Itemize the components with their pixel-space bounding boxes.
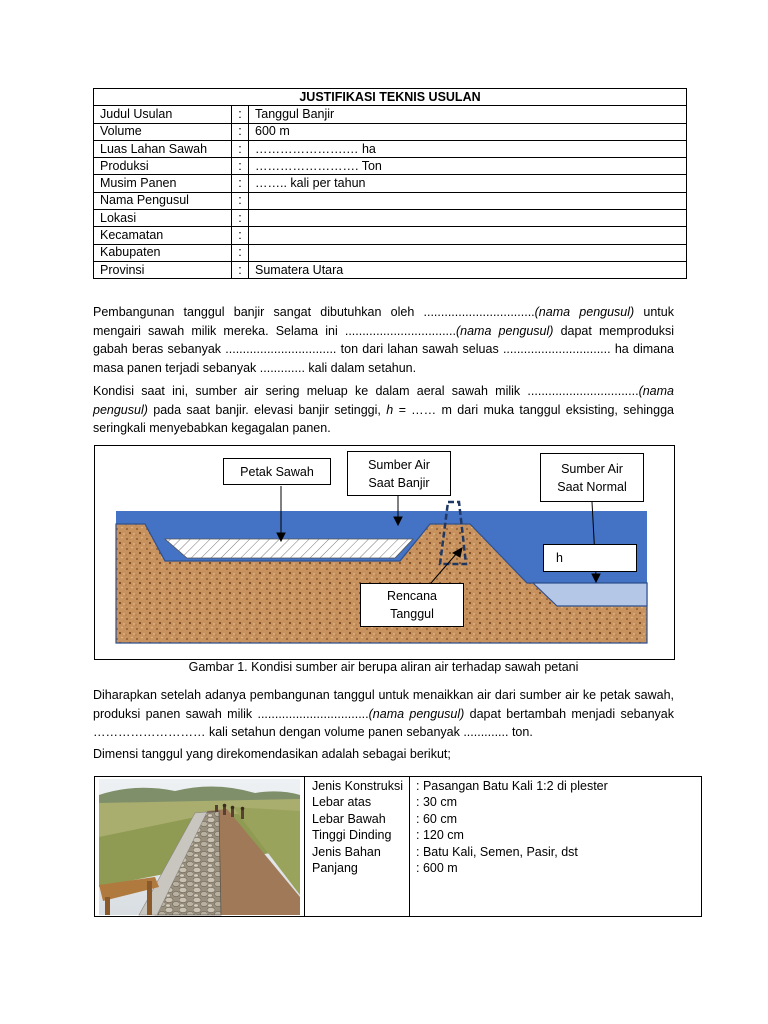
italic-text: (nama pengusul): [534, 305, 635, 319]
row-label: Provinsi: [94, 261, 232, 278]
label-petak-sawah: [223, 458, 331, 485]
dimension-label: Lebar Bawah: [312, 811, 386, 826]
row-label: Kabupaten: [94, 244, 232, 261]
row-label: Musim Panen: [94, 175, 232, 192]
row-colon: :: [232, 140, 249, 157]
cross-section-figure: [94, 445, 675, 660]
table-row: [94, 192, 687, 209]
dimension-value: : Pasangan Batu Kali 1:2 di plester: [416, 779, 608, 793]
dimension-value: : Batu Kali, Semen, Pasir, dst: [416, 844, 578, 859]
dimension-label: Jenis Konstruksi: [312, 779, 404, 793]
row-value: ………………….… ha: [249, 140, 687, 157]
table-row: [94, 227, 687, 244]
photo-cell: [95, 777, 305, 916]
table-row: [94, 140, 687, 157]
label-text: Petak Sawah: [240, 464, 314, 479]
dimension-value: : 60 cm: [416, 811, 457, 826]
dimension-value-cell: [410, 777, 701, 916]
italic-text: h =: [386, 402, 406, 417]
dimension-value: : 120 cm: [416, 828, 464, 843]
label-text: Tanggul: [390, 607, 434, 621]
rice-paddy: [165, 539, 413, 558]
dimension-label: Tinggi Dinding: [312, 828, 392, 843]
row-colon: :: [232, 123, 249, 140]
row-label: Produksi: [94, 158, 232, 175]
row-colon: :: [232, 192, 249, 209]
table-row: [94, 158, 687, 175]
table-row: [94, 175, 687, 192]
info-table-header: [94, 89, 687, 106]
dimension-label-cell: [305, 777, 410, 916]
row-colon: :: [232, 227, 249, 244]
paragraph-expectation: [93, 686, 674, 742]
row-colon: :: [232, 175, 249, 192]
text: dapat memproduksi gabah beras sebanyak ................................ ton dari lahan sawah seluas ............................... ha dimana masa panen terjadi sebanyak ............. kali dalam setahun.: [93, 323, 675, 375]
table-row: [94, 244, 687, 261]
text: Diharapkan setelah adanya pembangunan tanggul untuk menaikkan air dari sumber air ke petak sawah, produksi panen sawah milik ................................: [93, 688, 674, 721]
row-value: [249, 244, 687, 261]
paragraph-condition: [93, 382, 674, 438]
info-table-title: JUSTIFIKASI TEKNIS USULAN: [94, 89, 687, 106]
figure-caption: Gambar 1. Kondisi sumber air berupa aliran air terhadap sawah petani: [188, 660, 579, 674]
dimension-value: : 30 cm: [416, 795, 457, 810]
row-value: …….. kali per tahun: [249, 175, 687, 192]
dimension-table: [94, 776, 702, 917]
row-value: [249, 210, 687, 227]
label-text: Saat Normal: [557, 479, 627, 494]
text: Pembangunan tanggul banjir sangat dibutuhkan oleh ................................: [93, 305, 535, 319]
text: dapat bertambah menjadi sebanyak ……………………… kali setahun dengan volume panen sebanyak ............. ton.: [93, 706, 674, 739]
row-value: [249, 192, 687, 209]
row-value: 600 m: [249, 123, 687, 140]
row-colon: :: [232, 158, 249, 175]
label-normal-water: [540, 453, 644, 502]
italic-text: (nama pengusul): [93, 384, 674, 417]
row-label: Lokasi: [94, 210, 232, 227]
row-value: ……………………. Ton: [249, 158, 687, 175]
text: …… m dari muka tanggul eksisting, sehingga seringkali menyebabkan kegagalan panen.: [93, 402, 674, 435]
dimension-label: Lebar atas: [312, 795, 372, 810]
dimension-label: Panjang: [312, 861, 358, 876]
row-label: Luas Lahan Sawah: [94, 140, 232, 157]
row-label: Volume: [94, 123, 232, 140]
row-value: Tanggul Banjir: [249, 106, 687, 123]
row-colon: :: [232, 244, 249, 261]
info-table: [93, 88, 687, 279]
stone-embankment-photo: [95, 777, 304, 916]
table-row: [94, 261, 687, 278]
label-text: Rencana: [386, 589, 438, 603]
text: untuk mengairi sawah milik mereka. Selama ini ................................: [93, 305, 674, 338]
table-row: [94, 106, 687, 123]
table-row: [94, 210, 687, 227]
paragraph-production: [93, 303, 674, 377]
label-planned-levee: [360, 583, 464, 627]
label-text: Saat Banjir: [368, 475, 430, 490]
text: pada saat banjir. elevasi banjir setinggi,: [147, 402, 387, 417]
dimension-label: Jenis Bahan: [312, 844, 381, 859]
italic-text: (nama pengusul): [455, 323, 554, 338]
label-flood-water: [347, 451, 451, 496]
dimension-value: : 600 m: [416, 861, 458, 876]
row-colon: :: [232, 210, 249, 227]
row-value: Sumatera Utara: [249, 261, 687, 278]
row-label: Kecamatan: [94, 227, 232, 244]
label-text: h: [556, 551, 563, 565]
row-colon: :: [232, 106, 249, 123]
label-text: Sumber Air: [368, 457, 430, 472]
row-colon: :: [232, 261, 249, 278]
row-value: [249, 227, 687, 244]
label-text: Sumber Air: [561, 461, 623, 476]
row-label: Judul Usulan: [94, 106, 232, 123]
italic-text: (nama pengusul): [368, 706, 465, 721]
table-row: [94, 123, 687, 140]
paragraph-dimension-intro: Dimensi tanggul yang direkomendasikan adalah sebagai berikut;: [93, 747, 451, 761]
text: Kondisi saat ini, sumber air sering meluap ke dalam aeral sawah milik ................................: [93, 384, 639, 398]
label-height: [543, 544, 637, 572]
row-label: Nama Pengusul: [94, 192, 232, 209]
